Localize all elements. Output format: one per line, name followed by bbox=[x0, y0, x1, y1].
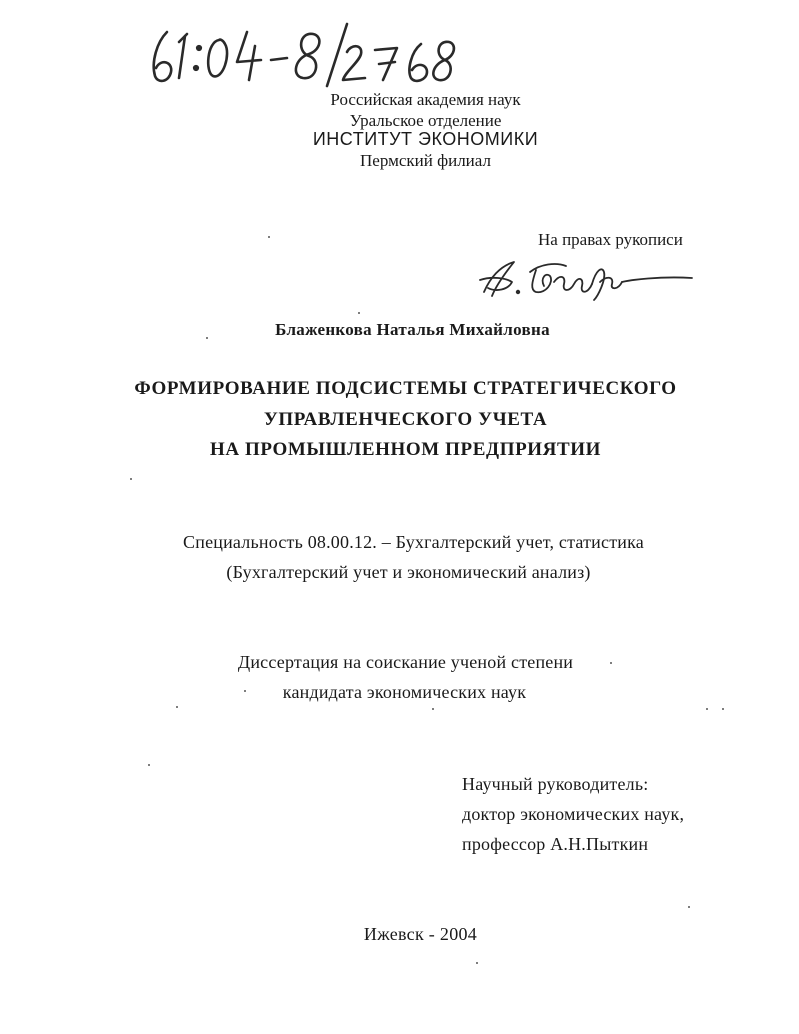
scan-speck bbox=[206, 337, 208, 339]
scan-speck bbox=[610, 662, 612, 664]
scan-speck bbox=[130, 478, 132, 480]
city-year: Ижевск - 2004 bbox=[363, 924, 478, 944]
scan-speck bbox=[706, 708, 708, 710]
dissertation-title-line: ФОРМИРОВАНИЕ ПОДСИСТЕМЫ СТРАТЕГИЧЕСКОГО bbox=[134, 378, 677, 399]
scan-speck bbox=[358, 312, 360, 314]
scan-speck bbox=[688, 906, 690, 908]
scan-speck bbox=[268, 236, 270, 238]
specialty-code-line: Специальность 08.00.12. – Бухгалтерский учет, статистика bbox=[183, 532, 644, 552]
scan-speck bbox=[432, 708, 434, 710]
dissertation-purpose-line: Диссертация на соискание ученой степени bbox=[237, 652, 574, 672]
handwritten-archive-number bbox=[145, 18, 465, 88]
supervisor-degree: доктор экономических наук, bbox=[462, 804, 685, 824]
organization-division: Уральское отделение bbox=[349, 111, 502, 130]
dissertation-title-line: УПРАВЛЕНЧЕСКОГО УЧЕТА bbox=[263, 409, 548, 430]
supervisor-name: профессор А.Н.Пыткин bbox=[462, 834, 649, 854]
manuscript-note: На правах рукописи bbox=[538, 230, 683, 249]
organization-institute: ИНСТИТУТ ЭКОНОМИКИ bbox=[312, 129, 539, 149]
scan-speck bbox=[476, 962, 478, 964]
scan-speck bbox=[722, 708, 724, 710]
supervisor-label: Научный руководитель: bbox=[462, 774, 649, 794]
author-name: Блаженкова Наталья Михайловна bbox=[275, 320, 550, 339]
author-signature bbox=[470, 252, 700, 302]
specialty-area-line: (Бухгалтерский учет и экономический анализ) bbox=[226, 562, 591, 582]
organization-branch: Пермский филиал bbox=[360, 151, 491, 170]
scan-speck bbox=[176, 706, 178, 708]
dissertation-degree-line: кандидата экономических наук bbox=[282, 682, 527, 702]
scan-speck bbox=[148, 764, 150, 766]
organization-academy: Российская академия наук bbox=[330, 90, 521, 109]
dissertation-title-line: НА ПРОМЫШЛЕННОМ ПРЕДПРИЯТИИ bbox=[209, 439, 602, 460]
scan-speck bbox=[244, 690, 246, 692]
